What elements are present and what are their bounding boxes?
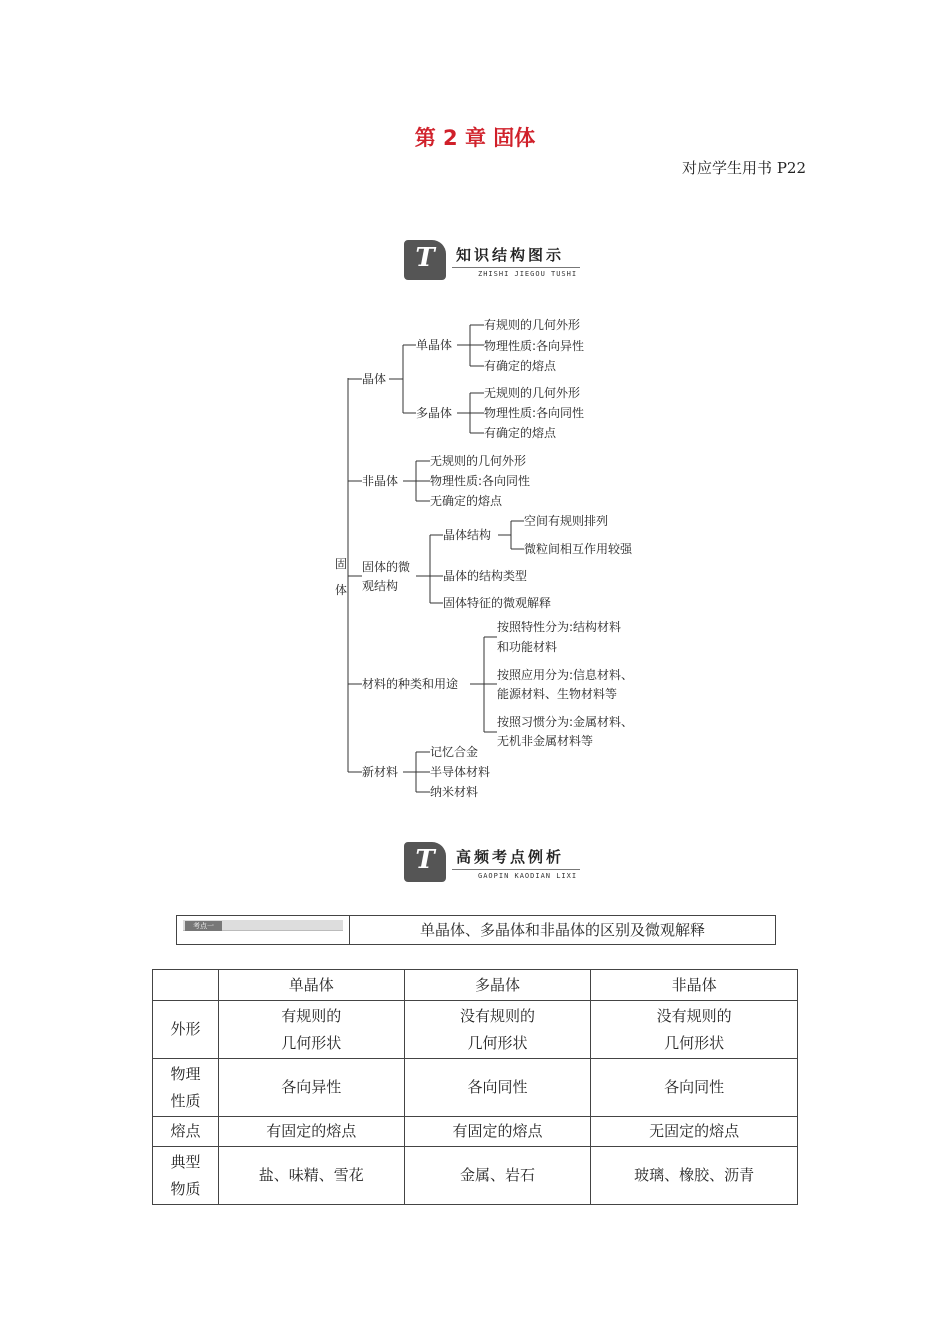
row-label: 外形 [153, 1001, 219, 1059]
node-micro-structure-line1: 固体的微 [362, 560, 411, 574]
row-label: 熔点 [153, 1117, 219, 1147]
table-row [153, 1117, 798, 1147]
banner-title: 知识结构图示 [456, 246, 565, 264]
table-row [153, 1147, 798, 1205]
header-cell: 单晶体 [218, 970, 404, 1001]
table-cell: 没有规则的 几何形状 [404, 1001, 591, 1059]
node-micro-explanation: 固体特征的微观解释 [443, 596, 552, 610]
table-cell: 有固定的熔点 [404, 1117, 591, 1147]
section-logo-icon: T [404, 240, 446, 280]
banner-title: 高频考点例析 [456, 848, 565, 866]
node-crystal-structure: 晶体结构 [443, 528, 492, 542]
table-cell: 各向同性 [404, 1059, 591, 1117]
table-cell: 金属、岩石 [404, 1147, 591, 1205]
header-cell [153, 970, 219, 1001]
poly-item: 无规则的几何外形 [484, 386, 581, 400]
table-cell: 各向同性 [591, 1059, 798, 1117]
header-cell: 非晶体 [591, 970, 798, 1001]
node-crystal: 晶体 [362, 372, 387, 386]
new-material-item: 纳米材料 [430, 785, 479, 799]
banner-pinyin: ZHISHI JIEGOU TUSHI [478, 270, 578, 278]
single-item: 物理性质:各向异性 [484, 339, 585, 353]
crystal-structure-item: 微粒间相互作用较强 [524, 542, 633, 556]
banner-rule [452, 869, 580, 870]
material-item: 能源材料、生物材料等 [497, 687, 618, 701]
poly-item: 物理性质:各向同性 [484, 406, 585, 420]
material-item: 按照应用分为:信息材料、 [497, 668, 634, 682]
book-reference: 对应学生用书 P22 [682, 159, 806, 177]
table-cell: 没有规则的 几何形状 [591, 1001, 798, 1059]
table-cell: 有规则的 几何形状 [218, 1001, 404, 1059]
material-item: 无机非金属材料等 [497, 734, 594, 748]
tree-root-top: 固 [335, 557, 348, 571]
table-cell: 无固定的熔点 [591, 1117, 798, 1147]
material-item: 按照习惯分为:金属材料、 [497, 715, 634, 729]
table-row [153, 1059, 798, 1117]
node-poly-crystal: 多晶体 [416, 406, 453, 420]
node-new-materials: 新材料 [362, 765, 399, 779]
single-item: 有确定的熔点 [484, 359, 557, 373]
table-row [153, 1001, 798, 1059]
topic-tag: 考点一 [183, 920, 343, 931]
node-micro-structure-line2: 观结构 [362, 579, 399, 593]
node-materials: 材料的种类和用途 [362, 677, 459, 691]
high-frequency-banner [404, 842, 580, 888]
material-item: 按照特性分为:结构材料 [497, 620, 622, 634]
poly-item: 有确定的熔点 [484, 426, 557, 440]
header-cell: 多晶体 [404, 970, 591, 1001]
table-cell: 有固定的熔点 [218, 1117, 404, 1147]
topic-box [176, 915, 776, 945]
amorphous-item: 无规则的几何外形 [430, 454, 527, 468]
row-label: 物理 性质 [153, 1059, 219, 1117]
comparison-table [152, 969, 798, 1205]
material-item: 和功能材料 [497, 640, 558, 654]
tree-root-bottom: 体 [335, 583, 348, 597]
new-material-item: 半导体材料 [430, 765, 491, 779]
topic-title: 单晶体、多晶体和非晶体的区别及微观解释 [419, 921, 705, 939]
table-header-row [153, 970, 798, 1001]
crystal-structure-item: 空间有规则排列 [524, 514, 609, 528]
new-material-item: 记忆合金 [430, 745, 479, 759]
table-cell: 玻璃、橡胶、沥青 [591, 1147, 798, 1205]
amorphous-item: 无确定的熔点 [430, 494, 503, 508]
row-label: 典型 物质 [153, 1147, 219, 1205]
single-item: 有规则的几何外形 [484, 318, 581, 332]
node-structure-types: 晶体的结构类型 [443, 569, 528, 583]
section-logo-icon: T [404, 842, 446, 882]
node-amorphous: 非晶体 [362, 474, 399, 488]
chapter-title: 第 2 章 固体 [414, 126, 536, 150]
table-cell: 各向异性 [218, 1059, 404, 1117]
table-cell: 盐、味精、雪花 [218, 1147, 404, 1205]
amorphous-item: 物理性质:各向同性 [430, 474, 531, 488]
banner-pinyin: GAOPIN KAODIAN LIXI [478, 872, 578, 880]
node-single-crystal: 单晶体 [416, 338, 453, 352]
